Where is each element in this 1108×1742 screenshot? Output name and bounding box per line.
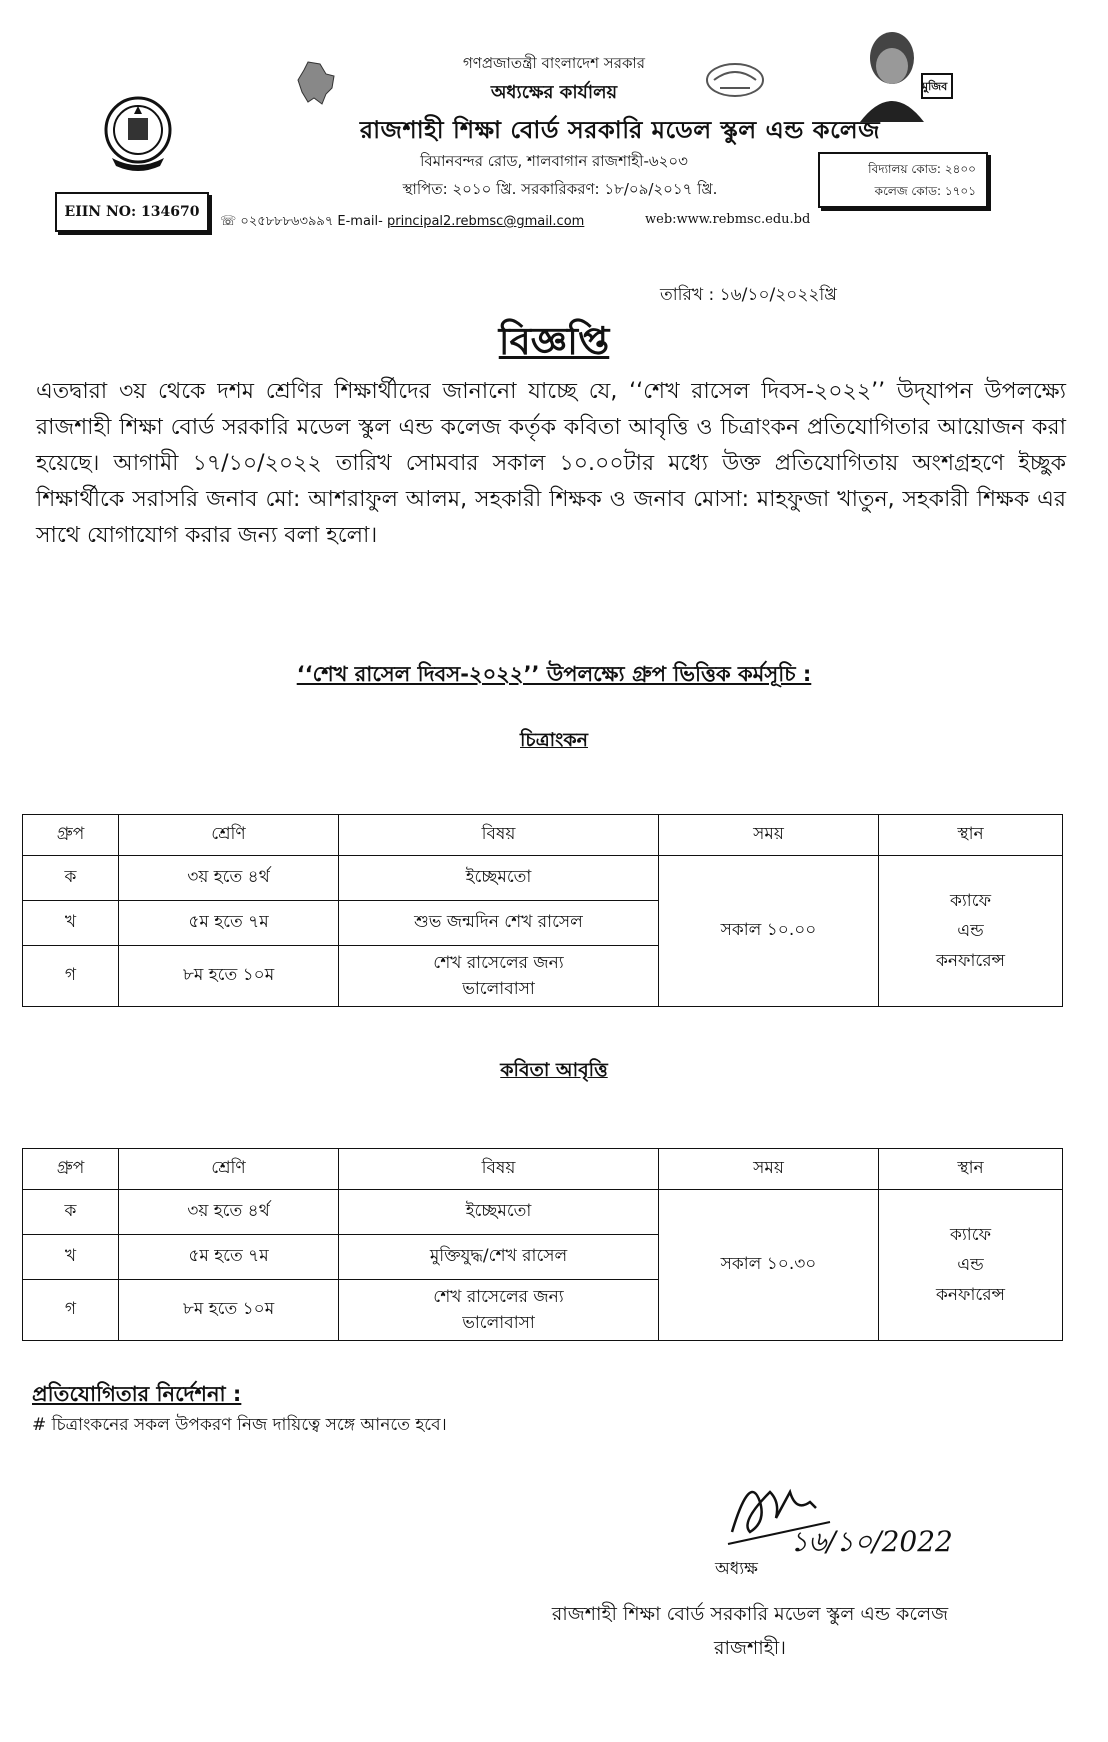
address-line: বিমানবন্দর রোড, শালবাগান রাজশাহী-৬২০৩: [420, 152, 688, 170]
header-time: সময়: [659, 1149, 879, 1190]
cell-topic: শেখ রাসেলের জন্য ভালোবাসা: [339, 1280, 659, 1341]
signature-institution: রাজশাহী শিক্ষা বোর্ড সরকারি মডেল স্কুল এন্ড কলেজ: [551, 1603, 949, 1625]
header-venue: স্থান: [879, 1149, 1063, 1190]
instructions-title: প্রতিযোগিতার নির্দেশনা :: [32, 1382, 242, 1406]
header-venue: স্থান: [879, 815, 1063, 856]
header-group: গ্রুপ: [23, 1149, 119, 1190]
table-header-row: [23, 815, 1063, 856]
school-code: বিদ্যালয় কোড: ২৪০০: [868, 162, 976, 176]
table-row: [23, 1190, 1063, 1235]
cell-class: ৮ম হতে ১০ম: [119, 1280, 339, 1341]
cell-venue: ক্যাফে এন্ড কনফারেন্স: [879, 1190, 1063, 1341]
cell-group: ক: [23, 1190, 119, 1235]
cell-topic: মুক্তিযুদ্ধ/শেখ রাসেল: [339, 1235, 659, 1280]
signature-role: অধ্যক্ষ: [715, 1559, 758, 1579]
header-topic: বিষয়: [339, 1149, 659, 1190]
website-link[interactable]: web:www.rebmsc.edu.bd: [645, 212, 811, 227]
cell-time: সকাল ১০.৩০: [659, 1190, 879, 1341]
header-group: গ্রুপ: [23, 815, 119, 856]
recitation-section-title: কবিতা আবৃত্তি: [500, 1059, 608, 1081]
cell-topic: শেখ রাসেলের জন্য ভালোবাসা: [339, 946, 659, 1007]
portrait-caption: মুজিব: [922, 80, 948, 93]
header-class: শ্রেণি: [119, 1149, 339, 1190]
contact-line: [220, 212, 584, 233]
office-line: অধ্যক্ষের কার্যালয়: [490, 82, 618, 103]
handwritten-date: ১৬/১০/2022: [790, 1525, 953, 1558]
phone-label: ☏ ০২৫৮৮৮৬৩৯৯৭ E-mail-: [220, 214, 387, 229]
cell-group: গ: [23, 1280, 119, 1341]
established-line: স্থাপিত: ২০১০ খ্রি. সরকারিকরণ: ১৮/০৯/২০১৭ খ্রি.: [402, 180, 718, 198]
code-box: [818, 152, 988, 208]
program-heading: ‘‘শেখ রাসেল দিবস-২০২২’’ উপলক্ষ্যে গ্রুপ ভিত্তিক কর্মসূচি :: [296, 662, 812, 686]
cell-topic: ইচ্ছেমতো: [339, 856, 659, 901]
institution-name: রাজশাহী শিক্ষা বোর্ড সরকারি মডেল স্কুল এন্ড কলেজ: [359, 116, 881, 144]
college-code: কলেজ কোড: ১৭০১: [874, 184, 976, 198]
cell-class: ৫ম হতে ৭ম: [119, 901, 339, 946]
eiin-box: EIIN NO: 134670: [55, 192, 209, 232]
cell-group: খ: [23, 1235, 119, 1280]
cell-time: সকাল ১০.০০: [659, 856, 879, 1007]
cell-class: ৩য় হতে ৪র্থ: [119, 1190, 339, 1235]
cell-topic: ইচ্ছেমতো: [339, 1190, 659, 1235]
header-topic: বিষয়: [339, 815, 659, 856]
notice-title: বিজ্ঞপ্তি: [498, 319, 610, 363]
government-line: গণপ্রজাতন্ত্রী বাংলাদেশ সরকার: [462, 54, 646, 72]
cell-class: ৮ম হতে ১০ম: [119, 946, 339, 1007]
cell-class: ৫ম হতে ৭ম: [119, 1235, 339, 1280]
cell-group: ক: [23, 856, 119, 901]
cell-group: গ: [23, 946, 119, 1007]
drawing-schedule-table: [22, 814, 1063, 1007]
header-class: শ্রেণি: [119, 815, 339, 856]
signature-city: রাজশাহী।: [714, 1637, 786, 1659]
table-header-row: [23, 1149, 1063, 1190]
notice-body: এতদ্বারা ৩য় থেকে দশম শ্রেণির শিক্ষার্থীদের জানানো যাচ্ছে যে, ‘‘শেখ রাসেল দিবস-২০২২’’ উদ্‌যাপন উপলক্ষ্যে রাজশাহী শিক্ষা বোর্ড সরকারি মডেল স্কুল এন্ড কলেজ কর্তৃক কবিতা আবৃত্তি ও চিত্রাংকন প্রতিযোগিতার আয়োজন করা হয়েছে। আগামী ১৭/১০/২০২২ তারিখ সোমবার সকাল ১০.০০টার মধ্যে উক্ত প্রতিযোগিতায় অংশগ্রহণে ইচ্ছুক শিক্ষার্থীকে সরাসরি জনাব মো: আশরাফুল আলম, সহকারী শিক্ষক ও জনাব মোসা: মাহফুজা খাতুন, সহকারী শিক্ষক এর সাথে যোগাযোগ করার জন্য বলা হলো।: [36, 379, 1066, 548]
recitation-schedule-table: [22, 1148, 1063, 1341]
drawing-section-title: চিত্রাংকন: [520, 729, 588, 751]
cell-venue: ক্যাফে এন্ড কনফারেন্স: [879, 856, 1063, 1007]
instructions-line: # চিত্রাংকনের সকল উপকরণ নিজ দায়িত্বে সঙ্গে আনতে হবে।: [32, 1415, 447, 1435]
cell-topic: শুভ জন্মদিন শেখ রাসেল: [339, 901, 659, 946]
table-row: [23, 856, 1063, 901]
cell-class: ৩য় হতে ৪র্থ: [119, 856, 339, 901]
email-link[interactable]: principal2.rebmsc@gmail.com: [386, 214, 585, 229]
header-time: সময়: [659, 815, 879, 856]
cell-group: খ: [23, 901, 119, 946]
notice-date: তারিখ : ১৬/১০/২০২২খ্রি: [660, 285, 837, 305]
